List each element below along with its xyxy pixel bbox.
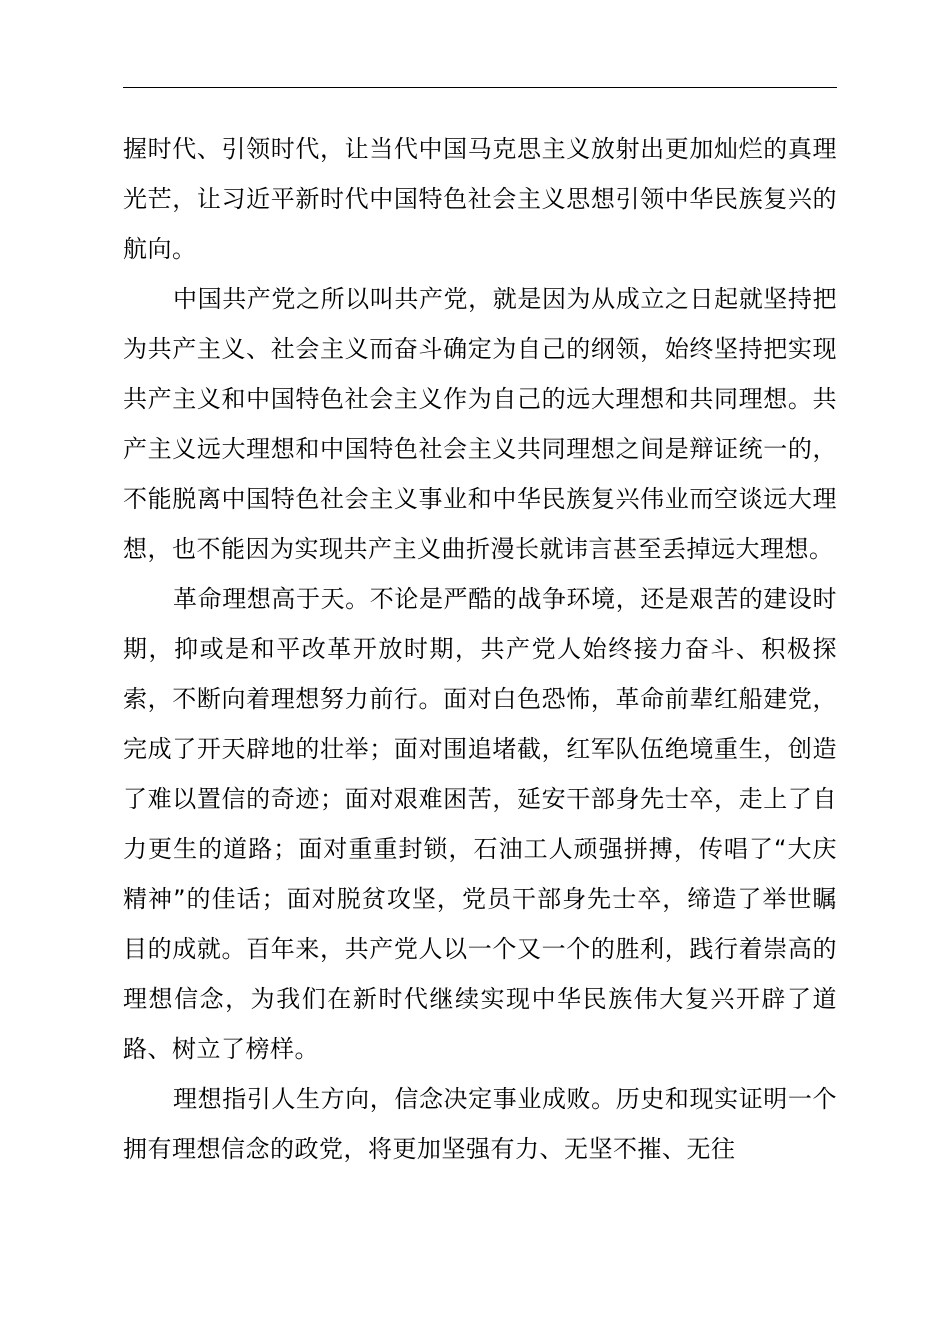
paragraph-2: 中国共产党之所以叫共产党，就是因为从成立之日起就坚持把为共产主义、社会主义而奋斗确定为自己的纲领，始终坚持把实现共产主义和中国特色社会主义作为自己的远大理想和共同理想。共产主义远大理想和中国特色社会主义共同理想之间是辩证统一的，不能脱离中国特色社会主义事业和中华民族复兴伟业而空谈远大理想，也不能因为实现共产主义曲折漫长就讳言甚至丢掉远大理想。 xyxy=(123,285,837,563)
paragraph-3: 革命理想高于天。不论是严酷的战争环境，还是艰苦的建设时期，抑或是和平改革开放时期，共产党人始终接力奋斗、积极探索，不断向着理想努力前行。面对白色恐怖，革命前辈红船建党，完成了开天辟地的壮举；面对围追堵截，红军队伍绝境重生，创造了难以置信的奇迹；面对艰难困苦，延安干部身先士卒，走上了自力更生的道路；面对重重封锁，石油工人顽强拼搏，传唱了“大庆精神”的佳话；面对脱贫攻坚，党员干部身先士卒，缔造了举世瞩目的成就。百年来，共产党人以一个又一个的胜利，践行着崇高的理想信念，为我们在新时代继续实现中华民族伟大复兴开辟了道路、树立了榜样。 xyxy=(123,585,837,1063)
paragraph-4: 理想指引人生方向，信念决定事业成败。历史和现实证明一个拥有理想信念的政党，将更加坚强有力、无坚不摧、无往 xyxy=(123,1085,837,1163)
paragraph-1: 握时代、引领时代，让当代中国马克思主义放射出更加灿烂的真理光芒，让习近平新时代中国特色社会主义思想引领中华民族复兴的航向。 xyxy=(123,135,837,263)
header-rule xyxy=(123,87,837,88)
document-body xyxy=(123,124,837,1174)
